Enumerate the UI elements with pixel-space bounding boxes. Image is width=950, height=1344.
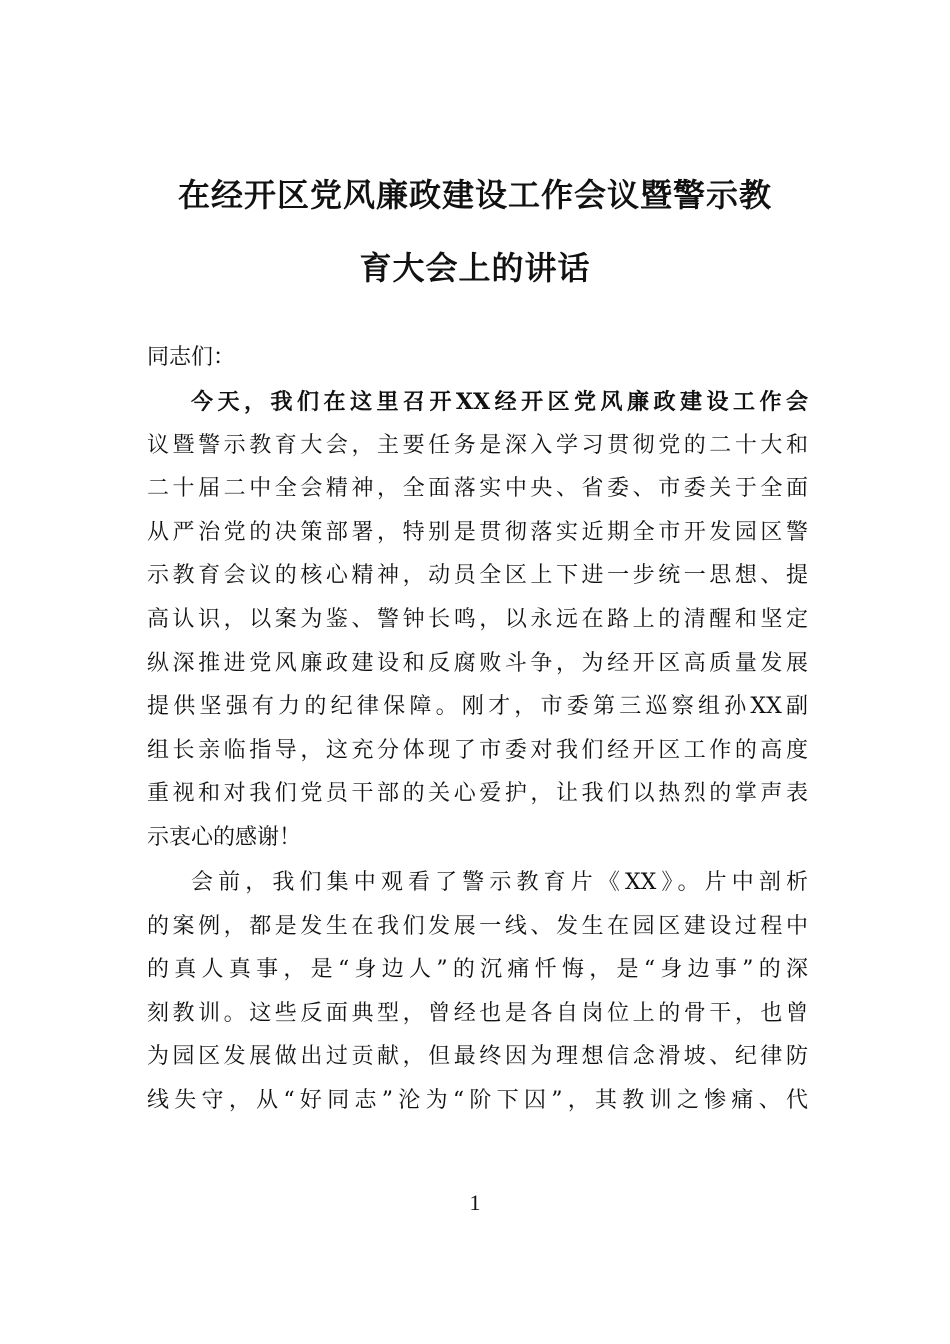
paragraph-line: 二十届二中全会精神，全面落实中央、省委、市委关于全面	[147, 476, 808, 502]
paragraph-line: 线失守，从“好同志”沦为“阶下囚”，其教训之惨痛、代	[147, 1088, 808, 1113]
paragraph-line: 提供坚强有力的纪律保障。刚才，市委第三巡察组孙XX副	[147, 694, 808, 720]
paragraph-line: 会前，我们集中观看了警示教育片《XX》。片中剖析	[191, 870, 808, 895]
paragraph-line: 议暨警示教育大会，主要任务是深入学习贯彻党的二十大和	[147, 432, 808, 458]
document-title-line-1: 在经开区党风廉政建设工作会议暨警示教	[177, 176, 772, 214]
paragraph-line: 今天，我们在这里召开XX经开区党风廉政建设工作会	[191, 389, 808, 415]
page-number: 1	[469, 1190, 481, 1215]
paragraph-line: 为园区发展做出过贡献，但最终因为理想信念滑坡、纪律防	[147, 1044, 808, 1070]
salutation: 同志们：	[147, 345, 236, 370]
paragraph-line: 组长亲临指导，这充分体现了市委对我们经开区工作的高度	[147, 737, 808, 763]
document-title-line-2: 育大会上的讲话	[359, 249, 591, 287]
paragraph-line: 纵深推进党风廉政建设和反腐败斗争，为经开区高质量发展	[147, 650, 808, 676]
paragraph-line: 示衷心的感谢！	[147, 825, 302, 850]
paragraph-line: 高认识，以案为鉴、警钟长鸣，以永远在路上的清醒和坚定	[147, 607, 808, 632]
paragraph-line: 刻教训。这些反面典型，曾经也是各自岗位上的骨干，也曾	[147, 1000, 808, 1026]
paragraph-line: 从严治党的决策部署，特别是贯彻落实近期全市开发园区警	[147, 519, 808, 545]
paragraph-line: 的真人真事，是“身边人”的沉痛忏悔，是“身边事”的深	[147, 957, 808, 983]
paragraph-line: 的案例，都是发生在我们发展一线、发生在园区建设过程中	[147, 913, 808, 939]
paragraph-line: 示教育会议的核心精神，动员全区上下进一步统一思想、提	[147, 563, 808, 589]
paragraph-line: 重视和对我们党员干部的关心爱护，让我们以热烈的掌声表	[147, 781, 808, 807]
